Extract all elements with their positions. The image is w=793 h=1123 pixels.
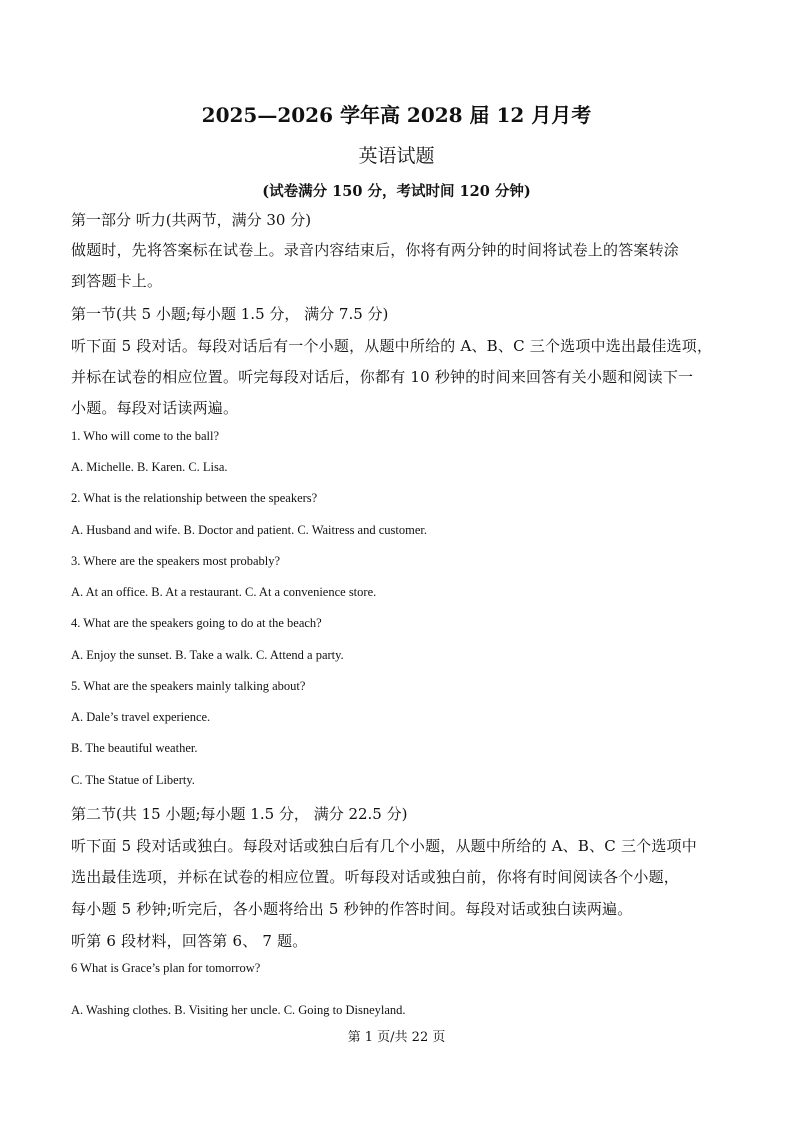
- question-5-option-b: B. The beautiful weather.: [71, 741, 198, 755]
- section2-heading: 第二节(共 15 小题;每小题 1.5 分， 满分 22.5 分): [71, 805, 408, 823]
- section1-instr-line2: 并标在试卷的相应位置。听完每段对话后，你都有 10 秒钟的时间来回答有关小题和阅读下一: [71, 368, 694, 386]
- page-number: 第 1 页/共 22 页: [347, 1030, 446, 1045]
- question-4-options: A. Enjoy the sunset. B. Take a walk. C. Attend a party.: [71, 648, 344, 662]
- question-2: 2. What is the relationship between the speakers?: [71, 491, 318, 505]
- question-6: 6 What is Grace’s plan for tomorrow?: [71, 961, 261, 975]
- question-3: 3. Where are the speakers most probably?: [71, 554, 281, 568]
- section2-instr-line2: 选出最佳选项，并标在试卷的相应位置。听每段对话或独白前，你将有时间阅读各个小题，: [71, 868, 680, 886]
- exam-info: (试卷满分 150 分，考试时间 120 分钟): [262, 183, 531, 200]
- question-4: 4. What are the speakers going to do at the beach?: [71, 616, 322, 630]
- question-1: 1. Who will come to the ball?: [71, 429, 219, 443]
- question-5-option-a: A. Dale’s travel experience.: [71, 710, 211, 724]
- question-5: 5. What are the speakers mainly talking about?: [71, 679, 306, 693]
- part1-heading: 第一部分 听力(共两节，满分 30 分): [71, 211, 312, 229]
- section1-heading: 第一节(共 5 小题;每小题 1.5 分， 满分 7.5 分): [71, 305, 389, 323]
- question-3-options: A. At an office. B. At a restaurant. C. At a convenience store.: [71, 585, 377, 599]
- question-1-options: A. Michelle. B. Karen. C. Lisa.: [71, 460, 228, 474]
- question-6-options: A. Washing clothes. B. Visiting her uncle. C. Going to Disneyland.: [71, 1003, 406, 1017]
- section2-instr-line1: 听下面 5 段对话或独白。每段对话或独白后有几个小题，从题中所给的 A、B、C 三个选项中: [71, 837, 697, 855]
- part1-intro-line2: 到答题卡上。: [71, 272, 163, 290]
- section1-instr-line3: 小题。每段对话读两遍。: [71, 399, 239, 417]
- part1-intro-line1: 做题时，先将答案标在试卷上。录音内容结束后，你将有两分钟的时间将试卷上的答案转涂: [71, 241, 680, 259]
- question-5-option-c: C. The Statue of Liberty.: [71, 773, 195, 787]
- exam-title: 2025—2026 学年高 2028 届 12 月月考: [201, 103, 592, 127]
- subject-title: 英语试题: [358, 145, 435, 167]
- section2-instr-line3: 每小题 5 秒钟;听完后，各小题将给出 5 秒钟的作答时间。每段对话或独白读两遍。: [71, 900, 633, 918]
- question-2-options: A. Husband and wife. B. Doctor and patient. C. Waitress and customer.: [71, 523, 427, 537]
- section1-instr-line1: 听下面 5 段对话。每段对话后有一个小题，从题中所给的 A、B、C 三个选项中选出最佳选项，: [71, 337, 713, 355]
- material-6-heading: 听第 6 段材料，回答第 6、 7 题。: [71, 932, 308, 950]
